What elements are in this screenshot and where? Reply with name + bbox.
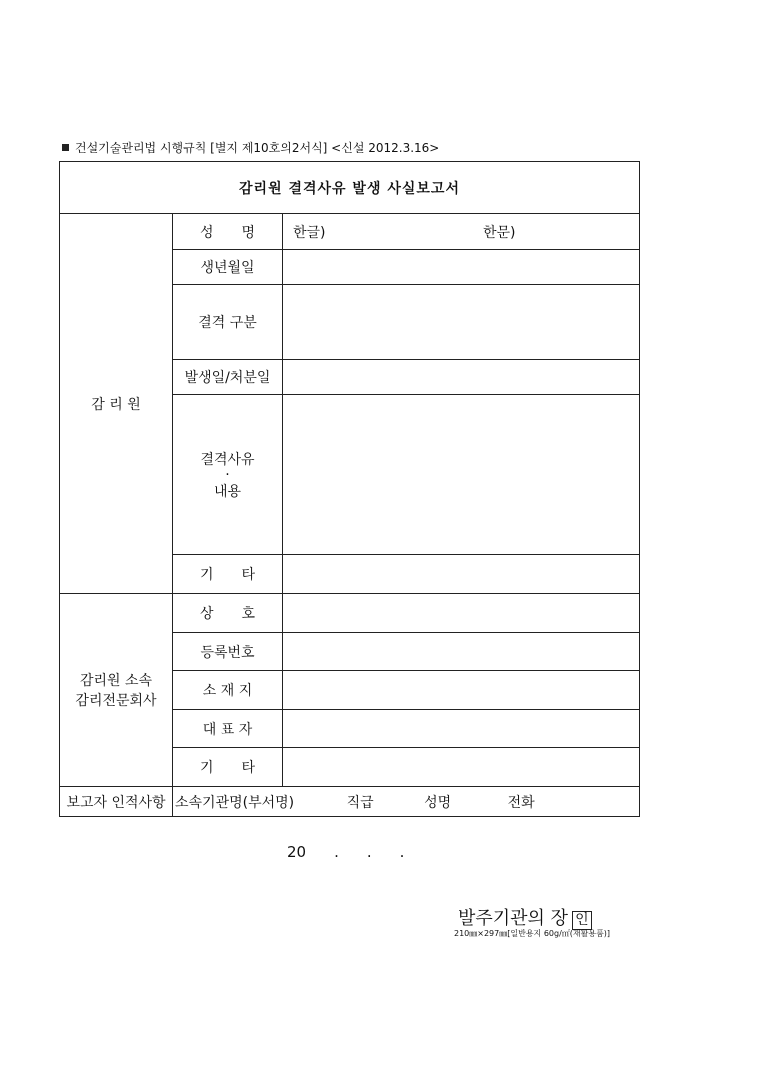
reporter-org-label: 소속기관명(부서명) bbox=[175, 794, 295, 811]
reporter-info-label: 보고자 인적사항 bbox=[60, 787, 173, 817]
birth-date-label: 생년월일 bbox=[173, 250, 283, 285]
reason-label-line2: 내용 bbox=[213, 483, 242, 500]
inspector-other-field[interactable] bbox=[283, 555, 640, 594]
birth-date-field[interactable] bbox=[283, 250, 640, 285]
name-hanja-label: 한문) bbox=[483, 224, 516, 241]
occurrence-date-label: 발생일/처분일 bbox=[173, 360, 283, 395]
disqualification-reason-field[interactable] bbox=[283, 395, 640, 555]
company-group-label-line1: 감리원 소속 bbox=[79, 673, 153, 689]
seal-mark: 인 bbox=[572, 911, 592, 930]
disqualification-reason-label bbox=[173, 395, 283, 555]
report-date-line bbox=[287, 843, 432, 861]
trade-name-label: 상 호 bbox=[173, 594, 283, 633]
form-reference-note bbox=[62, 139, 439, 156]
form-title: 감리원 결격사유 발생 사실보고서 bbox=[60, 162, 640, 214]
inspector-group-label: 감 리 원 bbox=[60, 214, 173, 594]
company-group-label bbox=[60, 594, 173, 787]
paper-spec-note: 210㎜×297㎜[일반용지 60g/㎡(재활용품)] bbox=[454, 929, 611, 938]
company-other-label: 기 타 bbox=[173, 748, 283, 787]
disqualification-type-field[interactable] bbox=[283, 285, 640, 360]
name-label: 성 명 bbox=[173, 214, 283, 250]
date-separator-1: . bbox=[334, 843, 339, 861]
registration-number-field[interactable] bbox=[283, 633, 640, 671]
ceo-label: 대 표 자 bbox=[173, 710, 283, 748]
reporter-info-field[interactable] bbox=[173, 787, 640, 817]
signature-text: 발주기관의 장 bbox=[458, 908, 569, 929]
address-field[interactable] bbox=[283, 671, 640, 710]
company-group-label-line2: 감리전문회사 bbox=[75, 693, 157, 709]
inspector-other-label: 기 타 bbox=[173, 555, 283, 594]
square-bullet-icon bbox=[62, 144, 69, 151]
reporter-position-label: 직급 bbox=[346, 794, 374, 811]
reporter-phone-label: 전화 bbox=[507, 794, 535, 811]
registration-number-label: 등록번호 bbox=[173, 633, 283, 671]
trade-name-field[interactable] bbox=[283, 594, 640, 633]
signature-line bbox=[458, 904, 592, 930]
disqualification-type-label: 결격 구분 bbox=[173, 285, 283, 360]
name-field[interactable] bbox=[283, 214, 640, 250]
ceo-field[interactable] bbox=[283, 710, 640, 748]
date-separator-2: . bbox=[366, 843, 372, 861]
reason-label-line1: 결격사유 bbox=[200, 451, 255, 468]
date-year-prefix: 20 bbox=[287, 843, 307, 861]
reason-label-dot: · bbox=[225, 466, 230, 483]
form-reference-text: 건설기술관리법 시행규칙 [별지 제10호의2서식] <신설 2012.3.16> bbox=[75, 141, 440, 155]
occurrence-date-field[interactable] bbox=[283, 360, 640, 395]
company-other-field[interactable] bbox=[283, 748, 640, 787]
name-korean-label: 한글) bbox=[293, 224, 326, 241]
address-label: 소 재 지 bbox=[173, 671, 283, 710]
date-separator-3: . bbox=[399, 843, 405, 861]
report-form-table bbox=[59, 161, 640, 817]
reporter-name-label: 성명 bbox=[424, 794, 452, 811]
